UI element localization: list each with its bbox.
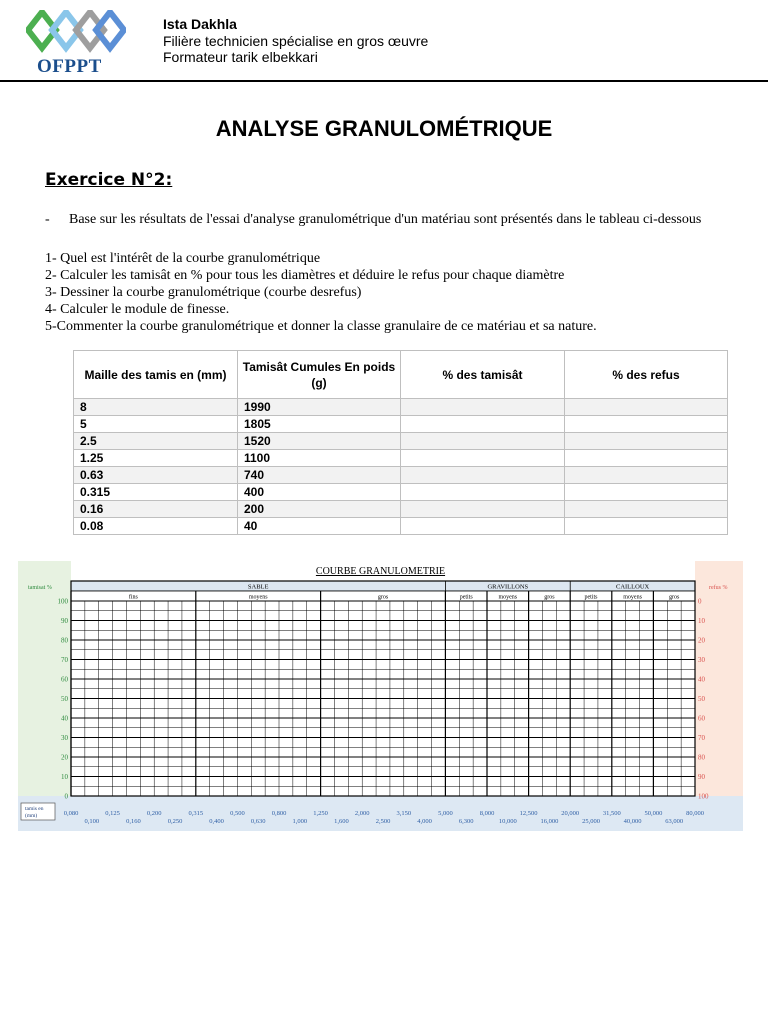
cell-retained[interactable] xyxy=(565,501,728,518)
sieve-tick-major: 0,315 xyxy=(188,810,204,817)
sieve-tick-minor: 2,500 xyxy=(375,818,391,825)
group-label: GRAVILLONS xyxy=(487,583,529,591)
subgroup-label: gros xyxy=(377,594,389,601)
intro-paragraph xyxy=(45,208,725,231)
cell-passing[interactable] xyxy=(401,484,565,501)
group-label: SABLE xyxy=(247,583,269,591)
cell-passing[interactable] xyxy=(401,467,565,484)
bullet-dash: - xyxy=(45,212,50,227)
refus-tick: 30 xyxy=(698,656,705,664)
sieve-tick-major: 80,000 xyxy=(686,810,704,817)
sieve-tick-major: 3,150 xyxy=(396,810,412,817)
sieve-tick-minor: 6,300 xyxy=(458,818,474,825)
sieve-tick-minor: 63,000 xyxy=(665,818,684,825)
sieve-data-table xyxy=(73,350,728,535)
page-title: ANALYSE GRANULOMÉTRIQUE xyxy=(215,116,553,141)
cell-passing[interactable] xyxy=(401,450,565,467)
sieve-axis-label-line2: (mm) xyxy=(25,813,38,819)
subgroup-label: moyens xyxy=(623,594,642,601)
tamisat-tick: 50 xyxy=(61,695,68,703)
cell-cumulative: 1990 xyxy=(238,399,401,416)
cell-passing[interactable] xyxy=(401,433,565,450)
grading-curve-svg xyxy=(18,561,743,831)
cell-passing[interactable] xyxy=(401,416,565,433)
sieve-tick-minor: 0,160 xyxy=(126,818,141,825)
table-row xyxy=(74,450,728,467)
sieve-tick-major: 2,000 xyxy=(354,810,370,817)
cell-retained[interactable] xyxy=(565,450,728,467)
cell-cumulative: 40 xyxy=(238,518,401,535)
question-item: 1- Quel est l'intérêt de la courbe granulométrique xyxy=(45,251,321,266)
tamisat-tick: 70 xyxy=(61,656,68,664)
sieve-tick-minor: 0,250 xyxy=(167,818,183,825)
cell-mesh: 0.63 xyxy=(74,467,238,484)
refus-tick: 40 xyxy=(698,675,705,684)
tamisat-axis-label: tamisat % xyxy=(28,585,52,591)
cell-mesh: 0.16 xyxy=(74,501,238,518)
cell-mesh: 0.315 xyxy=(74,484,238,501)
sieve-tick-major: 0,125 xyxy=(105,810,120,817)
sieve-tick-minor: 10,000 xyxy=(498,818,517,825)
subgroup-label: moyens xyxy=(248,594,268,601)
refus-tick: 50 xyxy=(698,695,705,703)
cell-retained[interactable] xyxy=(565,518,728,535)
sieve-tick-major: 31,500 xyxy=(602,810,621,817)
group-header-row xyxy=(71,581,695,591)
question-item: 2- Calculer les tamisât en % pour tous les diamètres et déduire le refus pour chaque diamètre xyxy=(45,268,565,283)
logo-text: OFPPT xyxy=(37,56,102,77)
refus-tick: 20 xyxy=(698,636,705,645)
sieve-axis-label-line1: tamis en xyxy=(25,806,44,812)
cell-mesh: 8 xyxy=(74,399,238,416)
cell-cumulative: 400 xyxy=(238,484,401,501)
cell-cumulative: 1100 xyxy=(238,450,401,467)
question-item: 3- Dessiner la courbe granulométrique (courbe desrefus) xyxy=(45,285,362,300)
sieve-tick-minor: 4,000 xyxy=(417,818,432,825)
question-item: 5-Commenter la courbe granulométrique et donner la classe granulaire de ce matériau et sa nature. xyxy=(45,319,597,334)
sieve-tick-major: 0,500 xyxy=(230,810,245,817)
subgroup-label: petits xyxy=(459,594,473,601)
institution-name: Ista Dakhla xyxy=(163,16,237,32)
subgroup-label: gros xyxy=(544,594,555,601)
tamisat-tick: 80 xyxy=(61,636,68,645)
group-label: CAILLOUX xyxy=(615,583,650,591)
header-info xyxy=(163,16,428,66)
tamisat-tick: 30 xyxy=(61,734,68,742)
sieve-tick-minor: 0,100 xyxy=(84,818,100,825)
intro-text: Base sur les résultats de l'essai d'analyse granulométrique d'un matériau sont présentés dans le tableau ci-dessous xyxy=(69,212,702,227)
sieve-tick-major: 20,000 xyxy=(561,810,580,817)
table-row xyxy=(74,433,728,450)
header-divider xyxy=(0,80,768,82)
chart-title: COURBE GRANULOMETRIE xyxy=(315,566,446,577)
cell-passing[interactable] xyxy=(401,501,565,518)
column-header-cumulative: Tamisât Cumules En poids (g) xyxy=(238,351,401,399)
cell-cumulative: 1805 xyxy=(238,416,401,433)
tamisat-tick: 10 xyxy=(61,773,68,781)
sieve-tick-major: 8,000 xyxy=(479,810,495,817)
tamisat-tick: 0 xyxy=(64,792,68,801)
table-row xyxy=(74,484,728,501)
sieve-tick-major: 12,500 xyxy=(519,810,538,817)
sieve-tick-major: 50,000 xyxy=(644,810,663,817)
cell-mesh: 1.25 xyxy=(74,450,238,467)
logo-diamonds-icon xyxy=(26,10,126,62)
sieve-tick-major: 0,200 xyxy=(146,810,162,817)
cell-retained[interactable] xyxy=(565,416,728,433)
cell-passing[interactable] xyxy=(401,399,565,416)
trainer-name: Formateur tarik elbekkari xyxy=(163,49,318,65)
tamisat-tick: 20 xyxy=(61,753,68,762)
tamisat-tick: 90 xyxy=(61,617,68,625)
table-row xyxy=(74,501,728,518)
program-name: Filière technicien spécialise en gros œuvre xyxy=(163,32,429,49)
sieve-tick-major: 1,250 xyxy=(313,810,328,817)
column-header-mesh: Maille des tamis en (mm) xyxy=(74,351,238,399)
sieve-tick-minor: 16,000 xyxy=(540,818,559,825)
refus-axis-label: refus % xyxy=(709,585,728,591)
sieve-tick-minor: 0,630 xyxy=(250,818,266,825)
table-row xyxy=(74,399,728,416)
refus-tick: 90 xyxy=(698,773,705,781)
refus-tick: 0 xyxy=(698,597,702,606)
cell-cumulative: 200 xyxy=(238,501,401,518)
sieve-tick-minor: 1,000 xyxy=(292,818,308,825)
subgroup-label: petits xyxy=(584,594,598,601)
refus-tick: 70 xyxy=(698,734,705,742)
sieve-tick-major: 5,000 xyxy=(438,810,453,817)
cell-retained[interactable] xyxy=(565,433,728,450)
cell-retained[interactable] xyxy=(565,467,728,484)
subgroup-label: fins xyxy=(128,594,138,601)
sieve-tick-major: 0,080 xyxy=(63,810,79,817)
sieve-tick-minor: 1,600 xyxy=(334,818,349,825)
cell-cumulative: 740 xyxy=(238,467,401,484)
table-row xyxy=(74,518,728,535)
refus-tick: 60 xyxy=(698,714,705,723)
table-row xyxy=(74,416,728,433)
column-header-passing: % des tamisât xyxy=(401,351,565,399)
refus-tick: 80 xyxy=(698,753,705,762)
sieve-axis-band xyxy=(18,796,743,831)
cell-mesh: 5 xyxy=(74,416,238,433)
refus-tick: 10 xyxy=(698,617,705,625)
question-item: 4- Calculer le module de finesse. xyxy=(45,302,230,317)
sieve-tick-minor: 40,000 xyxy=(623,818,642,825)
tamisat-tick: 100 xyxy=(57,597,68,606)
cell-cumulative: 1520 xyxy=(238,433,401,450)
cell-retained[interactable] xyxy=(565,484,728,501)
table-header-row xyxy=(74,351,728,399)
cell-mesh: 0.08 xyxy=(74,518,238,535)
tamisat-tick: 60 xyxy=(61,675,68,684)
sieve-tick-minor: 0,400 xyxy=(209,818,224,825)
refus-tick: 100 xyxy=(698,792,709,801)
table-row xyxy=(74,467,728,484)
subgroup-label: moyens xyxy=(498,594,518,601)
cell-passing[interactable] xyxy=(401,518,565,535)
sieve-tick-major: 0,800 xyxy=(271,810,287,817)
cell-retained[interactable] xyxy=(565,399,728,416)
grading-curve-chart xyxy=(18,561,743,831)
cell-mesh: 2.5 xyxy=(74,433,238,450)
subgroup-label: gros xyxy=(669,594,680,601)
sieve-tick-minor: 25,000 xyxy=(582,818,600,825)
chart-background xyxy=(18,561,743,831)
exercise-title: Exercice N°2: xyxy=(45,170,173,190)
tamisat-tick: 40 xyxy=(61,714,68,723)
column-header-retained: % des refus xyxy=(565,351,728,399)
questions-list xyxy=(45,250,597,335)
